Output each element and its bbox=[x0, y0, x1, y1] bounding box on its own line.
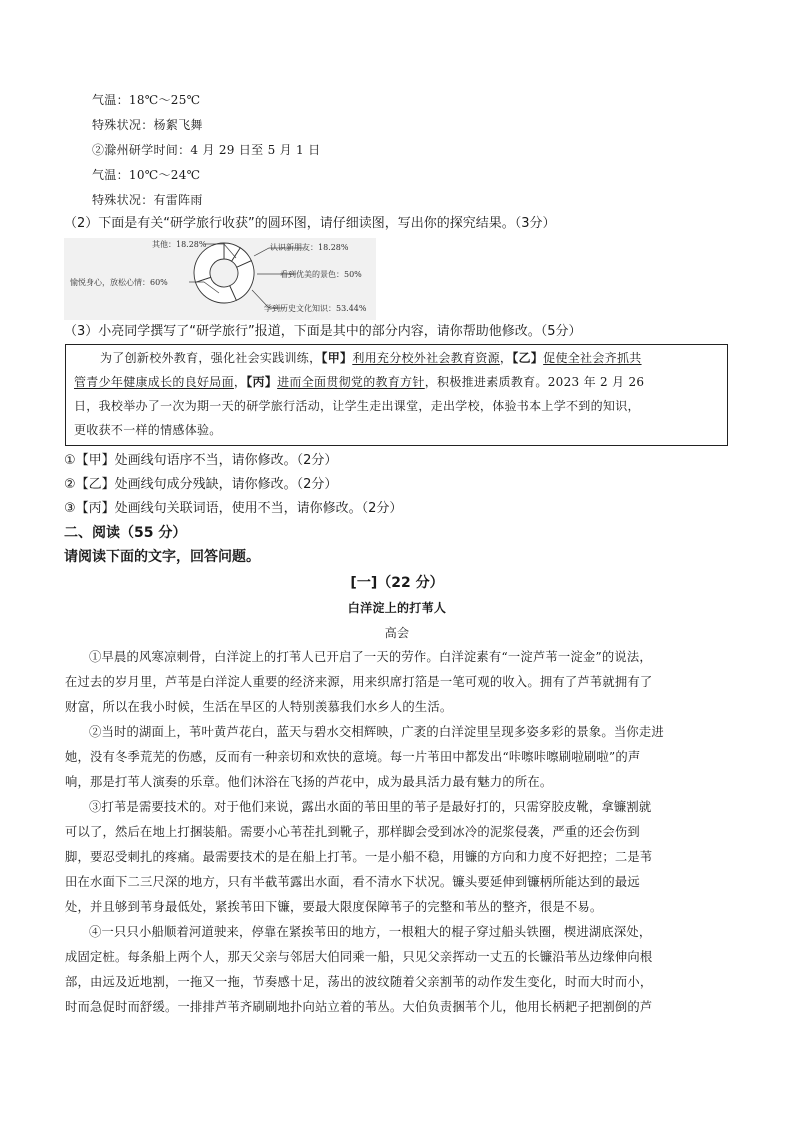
underlined-sentence-jia: 利用充分校外社会教育资源 bbox=[352, 351, 500, 365]
article-line: 在过去的岁月里，芦苇是白洋淀人重要的经济来源，用来织席打箔是一笔可观的收入。拥有了芦苇就拥有了 bbox=[65, 675, 653, 689]
article-line: ①早晨的风寒凉刺骨，白洋淀上的打苇人已开启了一天的劳作。白洋淀素有“一淀芦苇一淀金”的说法， bbox=[89, 650, 652, 664]
article-line: ④一只只小船顺着河道驶来，停靠在紧挨苇田的地方，一根粗大的棍子穿过船头铁圈，楔进湖底深处， bbox=[89, 925, 652, 939]
report-excerpt-box bbox=[65, 344, 728, 446]
article-line: ③打苇是需要技术的。对于他们来说，露出水面的苇田里的苇子是最好打的，只需穿胶皮靴，拿镰割就 bbox=[89, 800, 652, 814]
question-3: （3）小亮同学撰写了“研学旅行”报道，下面是其中的部分内容，请你帮助他修改。（5分） bbox=[64, 324, 582, 339]
report-text: ， bbox=[499, 351, 513, 365]
subquestion-1: ①【甲】处画线句语序不当，请你修改。（2分） bbox=[64, 453, 338, 468]
donut-chart bbox=[64, 238, 376, 320]
article-author: 高会 bbox=[384, 626, 410, 640]
article-line: 她，没有冬季荒芜的伤感，反而有一种亲切和欢快的意境。每一片苇田中都发出“咔嚓咔嚓刷啦刷啦”的声 bbox=[65, 750, 641, 764]
slice-label-history: 学到历史文化知识：53.44% bbox=[264, 304, 367, 313]
article-line: ②当时的湖面上，苇叶黄芦花白，蓝天与碧水交相辉映，广袤的白洋淀里呈现多姿多彩的景象。当你走进 bbox=[89, 725, 664, 739]
marker-jia: 【甲】 bbox=[321, 351, 353, 365]
donut-chart-svg bbox=[64, 238, 376, 320]
underlined-sentence-bing: 进而全面贯彻党的教育方针 bbox=[277, 375, 425, 389]
slice-label-new-friends: 认识新朋友：18.28% bbox=[270, 243, 349, 252]
report-text: 为了创新校外教育，强化社会实践训练， bbox=[100, 351, 322, 365]
article-line: 田在水面下二三尺深的地方，只有半截苇露出水面，看不清水下状况。镰头要延伸到镰柄所能达到的最远 bbox=[65, 875, 640, 889]
article-line: 时而急促时而舒缓。一排排芦苇齐刷刷地扑向站立着的苇丛。大伯负责捆苇个儿，他用长柄耙子把割倒的芦 bbox=[65, 1000, 653, 1014]
article-line: 财富，所以在我小时候，生活在旱区的人特别羡慕我们水乡人的生活。 bbox=[65, 700, 453, 714]
article-line: 部，由远及近地割，一拖又一拖，节奏感十足，荡出的波纹随着父亲割苇的动作发生变化，时而大时而小， bbox=[65, 975, 653, 989]
article-line: 脚，要忍受刺扎的疼痛。最需要技术的是在船上打苇。一是小船不稳，用镰的方向和力度不好把控；二是苇 bbox=[65, 850, 653, 864]
article-line: 成固定桩。每条船上两个人，那天父亲与邻居大伯同乘一船，只见父亲挥动一丈五的长镰沿苇丛边缘伸向根 bbox=[65, 950, 653, 964]
special-condition-1: 特殊状况：杨絮飞舞 bbox=[92, 118, 203, 132]
question-2: （2）下面是有关“研学旅行收获”的圆环图，请仔细读图，写出你的探究结果。（3分） bbox=[64, 216, 556, 231]
special-condition-2: 特殊状况：有雷阵雨 bbox=[92, 193, 203, 207]
marker-bing: 【丙】 bbox=[246, 375, 278, 389]
weather-temp-1: 气温：18℃～25℃ bbox=[92, 93, 201, 107]
article-line: 可以了，然后在地上打捆装船。需要小心苇茬扎到靴子，那样脚会受到冰冷的泥浆侵袭，严重的还会伤到 bbox=[65, 825, 640, 839]
weather-temp-2: 气温：10℃～24℃ bbox=[92, 168, 201, 182]
report-text: ，积极推进素质教育。2023 年 2 月 26 bbox=[424, 375, 645, 389]
underlined-sentence-yi: 促使全社会齐抓共 bbox=[543, 351, 642, 365]
reading-part-title: [一]（22 分） bbox=[350, 575, 444, 591]
donut-ring bbox=[194, 243, 254, 303]
underlined-sentence-yi-cont: 管青少年健康成长的良好局面 bbox=[74, 375, 234, 389]
subquestion-2: ②【乙】处画线句成分残缺，请你修改。（2分） bbox=[64, 477, 338, 492]
report-line-4: 更收获不一样的情感体验。 bbox=[74, 423, 222, 437]
section-title: 二、阅读（55 分） bbox=[64, 525, 187, 541]
article-title: 白洋淀上的打苇人 bbox=[347, 601, 447, 615]
report-line-2 bbox=[74, 373, 644, 391]
trip-time-2: ②滁州研学时间：4 月 29 日至 5 月 1 日 bbox=[92, 143, 321, 157]
report-line-1 bbox=[100, 349, 642, 367]
slice-label-relax: 愉悦身心，放松心情：60% bbox=[70, 278, 168, 287]
article-line: 响，那是打苇人演奏的乐章。他们沐浴在飞扬的芦花中，成为最具活力最有魅力的所在。 bbox=[65, 775, 553, 789]
report-text: ， bbox=[233, 375, 247, 389]
slice-label-other: 其他：18.28% bbox=[152, 240, 207, 249]
donut-slice bbox=[195, 277, 236, 303]
report-line-3: 日，我校举办了一次为期一天的研学旅行活动，让学生走出课堂，走出学校，体验书本上学不到的知识， bbox=[74, 399, 640, 413]
slice-label-scenery: 看到优美的景色：50% bbox=[280, 270, 362, 279]
marker-yi: 【乙】 bbox=[512, 351, 544, 365]
subquestion-3: ③【丙】处画线句关联词语，使用不当，请你修改。（2分） bbox=[64, 501, 403, 516]
article-line: 处，并且够到苇身最低处，紧挨苇田下镰，要最大限度保障苇子的完整和苇丛的整齐，很是不易。 bbox=[65, 900, 603, 914]
section-instruction: 请阅读下面的文字，回答问题。 bbox=[64, 549, 260, 565]
